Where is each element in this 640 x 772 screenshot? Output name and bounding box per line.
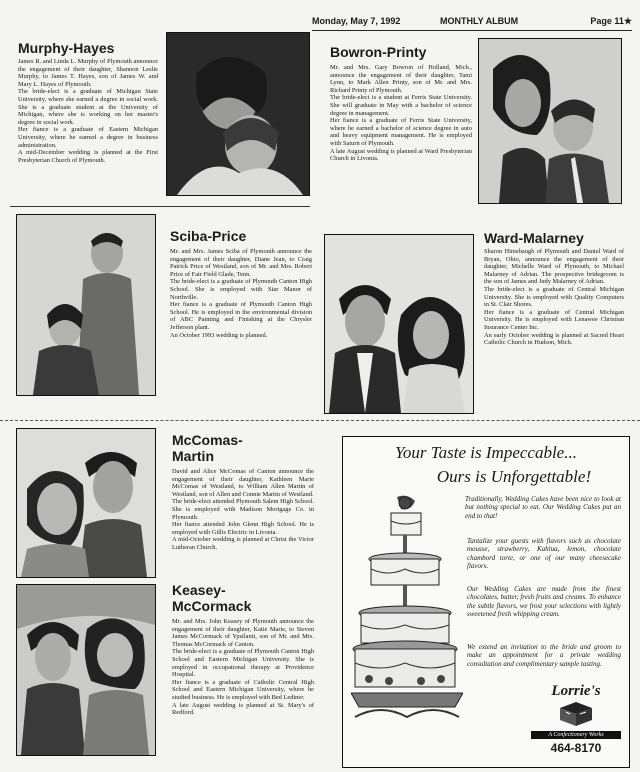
section-divider [0, 420, 640, 421]
wedding-cake-illustration [351, 493, 463, 729]
ad-headline-1: Your Taste is Impeccable... [395, 443, 577, 462]
ad-paragraph-3: Our Wedding Cakes are made from the finest chocolates, butter, fresh fruits and creams. To enhance the subtle flavors, we frost your selections with lightly sweetened fresh whipping cream. [467, 585, 621, 619]
couple-photo-bowron-printy [478, 38, 622, 204]
section-name: MONTHLY ALBUM [440, 16, 519, 26]
ad-paragraph-4: We extend an invitation to the bride and groom to make an appointment for a private wedding consultation and complimentary sample tasting. [467, 643, 621, 668]
page-number: Page 11★ [590, 16, 632, 26]
ad-headline-2: Ours is Unforgettable! [436, 467, 592, 486]
couple-photo-keasey-mccormack [16, 584, 156, 756]
brand-subtitle: A Confectionery Works [531, 731, 621, 739]
couple-photo-sciba-price [16, 214, 156, 396]
headline-murphy-hayes: Murphy-Hayes [18, 40, 115, 56]
bakery-advertisement [342, 436, 630, 768]
couple-photo-mccomas-martin [16, 428, 156, 578]
ad-paragraph-1: Traditionally, Wedding Cakes have been nice to look at but nothing special to eat. Our Wedding Cakes put an end to that! [465, 495, 621, 520]
headline-sciba-price: Sciba-Price [170, 228, 247, 244]
bakery-logo [531, 683, 621, 763]
issue-date: Monday, May 7, 1992 [312, 16, 401, 26]
article-keasey-mccormack: Mr. and Mrs. John Keasey of Plymouth announce the engagement of their daughter, Katie Marie, to Steven James McCormack of Ypsilanti, son of Mr. and Mrs. Thomas McCormack of Canton. The bride-elect is a graduate of Plymouth Canton High School and Eastern Michigan University. She is employed in occupational therapy at Providence Hospital. Her fiance is a graduate of Catholic Central High School and Eastern Michigan University, where he studied business. He is employed with Bed Lediner. A late August wedding is planned at St. Mary's of Redford. [172, 618, 314, 717]
article-sciba-price: Mr. and Mrs. James Sciba of Plymouth announce the engagement of their daughter, Diane Jean, to Craig Patrick Price of Westland, son of Mr. and Mrs. Robert Price of Fair Field Glade, Tenn. The bride-elect is a graduate of Plymouth Canton High School. She is employed with Star Manor of Northville. Her fiance is a graduate of Plymouth Canton High School. He is employed in the environmental division of ABC Painting and Finishing at the Chrysler Jefferson plant. An October 1993 wedding is planned. [170, 248, 312, 339]
phone-number: 464-8170 [550, 741, 602, 755]
brand-name: Lorrie's [551, 683, 601, 699]
ad-paragraph-2: Tantalize your guests with flavors such as chocolate mousse, strawberry, Kahlua, lemon, chocolate chambord torte, or one of our many cheesecake flavors. [467, 537, 621, 571]
headline-ward-malarney: Ward-Malarney [484, 230, 584, 246]
article-mccomas-martin: David and Alice McComas of Canton announce the engagement of their daughter, Kathleen Marie McComas of Westland, to William Allen Martin of Westland, son of Allen and Connie Martin of Westland. The bride-elect attended Plymouth Salem High School. She is employed with Madison Mortgage Co. in Plymouth. Her fiance attended John Glenn High School. He is employed with Gillis Electric in Livonia. A mid-October wedding is planned at Christ the Victor Lutheran Church. [172, 468, 314, 551]
headline-keasey-mccormack: Keasey- McCormack [172, 582, 252, 614]
headline-bowron-printy: Bowron-Printy [330, 44, 427, 60]
headline-mccomas-martin: McComas- Martin [172, 432, 243, 464]
couple-photo-murphy-hayes [166, 32, 310, 196]
page-masthead [312, 16, 632, 31]
article-ward-malarney: Sharon Himebaugh of Plymouth and Daniel Ward of Bryan, Ohio, announce the engagement of their daughter, Michelle Ward of Plymouth, to Michael Malarney of Adrian. The prospective bridegroom is the son of James and Judy Malarney of Adrian. The bride-elect is a graduate of Central Michigan University. She is employed with Quality Computers in St. Clair Shores. Her fiance is a graduate of Central Michigan University. He is employed with Lenawee Christian Insurance Center Inc. An early October wedding is planned at Sacred Heart Catholic Church in Hudson, Mich. [484, 248, 624, 347]
box-icon [556, 700, 596, 726]
article-murphy-hayes: James R. and Linda L. Murphy of Plymouth announce the engagement of their daughter, Shannon Leslie Murphy, to James T. Hayes, son of James W. and Mary L. Hayes of Plymouth. The bride-elect is a graduate of Michigan State University, where she earned a degree in social work. She is a graduate student at the University of Michigan, where she is working on her master's degree in social work. Her fiance is a graduate of Eastern Michigan University, where he earned a degree in business administration. A mid-December wedding is planned at the First Presbyterian Church of Plymouth. [18, 58, 158, 164]
column-rule [10, 206, 310, 207]
couple-photo-ward-malarney [324, 234, 474, 414]
article-bowron-printy: Mr. and Mrs. Gary Bowron of Holland, Mich., announce the engagement of their daughter, Tami Lynn, to Mark Allen Printy, son of Mr. and Mrs. Richard Printy of Plymouth. The bride-elect is a student at Ferris State University. She will graduate in May with a bachelor of science degree in management. Her fiance is a graduate of Ferris State University, where he earned a bachelor of science degree in auto and heavy equipment management. He is employed with Saturn of Plymouth. A late August wedding is planned at Ward Presbyterian Church in Livonia. [330, 64, 472, 163]
